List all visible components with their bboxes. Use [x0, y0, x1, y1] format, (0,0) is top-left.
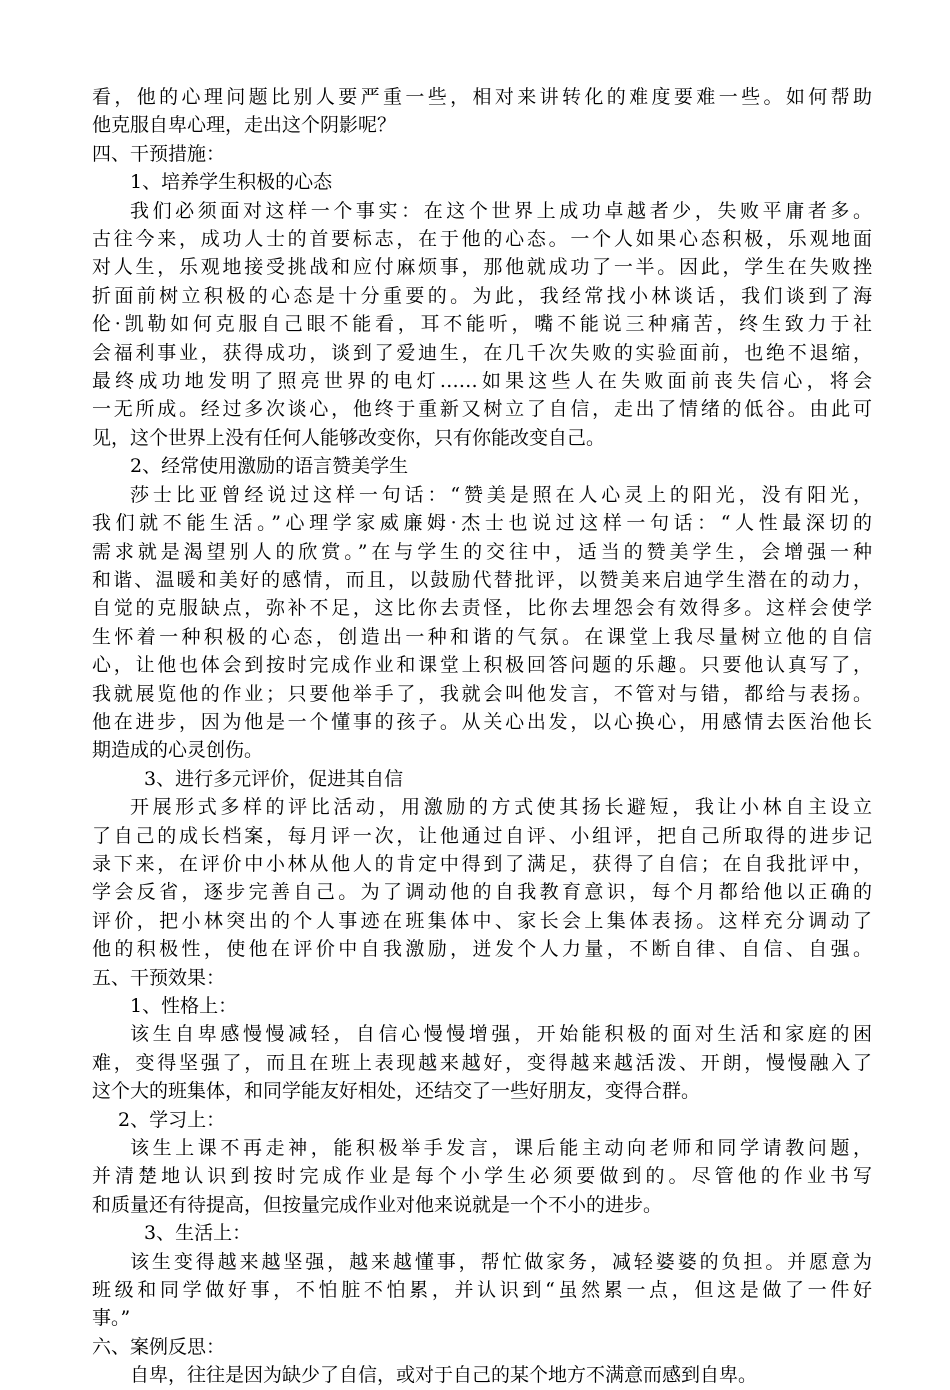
section-heading: 六、案例反思： — [92, 1335, 226, 1358]
subsection-title: 3、生活上： — [144, 1222, 252, 1245]
text-line: 见，这个世界上没有任何人能够改变你，只有你能改变自己。 — [92, 426, 606, 449]
text-line: 对人生，乐观地接受挑战和应付麻烦事，那他就成功了一半。因此，学生在失败挫 — [92, 256, 872, 279]
subsection-title: 2、经常使用激励的语言赞美学生 — [130, 455, 409, 478]
text-line: 事。” — [92, 1307, 131, 1330]
text-line: 他克服自卑心理，走出这个阴影呢？ — [92, 114, 397, 137]
text-line: 莎士比亚曾经说过这样一句话：“赞美是照在人心灵上的阳光，没有阳光， — [130, 483, 872, 506]
text-line: 他在进步，因为他是一个懂事的孩子。从关心出发，以心换心，用感情去医治他长 — [92, 710, 872, 733]
text-line: 心，让他也体会到按时完成作业和课堂上积极回答问题的乐趣。只要他认真写了， — [92, 654, 872, 677]
text-line: 录下来，在评价中小林从他人的肯定中得到了满足，获得了自信；在自我批评中， — [92, 852, 872, 875]
document-page — [92, 83, 872, 1390]
text-line: 了自己的成长档案，每月评一次，让他通过自评、小组评，把自己所取得的进步记 — [92, 824, 872, 847]
text-line: 折面前树立积极的心态是十分重要的。为此，我经常找小林谈话，我们谈到了海 — [92, 284, 872, 307]
section-heading: 四、干预措施： — [92, 142, 226, 165]
subsection-title: 3、进行多元评价，促进其自信 — [144, 767, 404, 790]
text-line: 最终成功地发明了照亮世界的电灯……如果这些人在失败面前丧失信心，将会 — [92, 370, 872, 393]
text-line: 一无所成。经过多次谈心，他终于重新又树立了自信，走出了情绪的低谷。由此可 — [92, 398, 872, 421]
text-line: 这个大的班集体，和同学能友好相处，还结交了一些好朋友，变得合群。 — [92, 1080, 701, 1103]
text-line: 难，变得坚强了，而且在班上表现越来越好，变得越来越活泼、开朗，慢慢融入了 — [92, 1051, 872, 1074]
text-line: 学会反省，逐步完善自己。为了调动他的自我教育意识，每个月都给他以正确的 — [92, 881, 872, 904]
text-line: 自卑，往往是因为缺少了自信，或对于自己的某个地方不满意而感到自卑。 — [130, 1364, 758, 1387]
text-line: 生怀着一种积极的心态，创造出一种和谐的气氛。在课堂上我尽量树立他的自信 — [92, 625, 872, 648]
text-line: 我们就不能生活。”心理学家威廉姆·杰士也说过这样一句话：“人性最深切的 — [92, 512, 872, 535]
text-line: 该生变得越来越坚强，越来越懂事，帮忙做家务，减轻婆婆的负担。并愿意为 — [130, 1250, 872, 1273]
text-line: 会福利事业，获得成功，谈到了爱迪生，在几千次失败的实验面前，也绝不退缩， — [92, 341, 872, 364]
subsection-title: 1、性格上： — [130, 995, 238, 1017]
text-line: 我就展览他的作业；只要他举手了，我就会叫他发言，不管对与错，都给与表扬。 — [92, 682, 872, 705]
text-line: 伦·凯勒如何克服自己眼不能看，耳不能听，嘴不能说三种痛苦，终生致力于社 — [92, 313, 872, 336]
text-line: 和质量还有待提高，但按量完成作业对他来说就是一个不小的进步。 — [92, 1193, 663, 1216]
text-line: 开展形式多样的评比活动，用激励的方式使其扬长避短，我让小林自主设立 — [130, 796, 872, 819]
text-line: 班级和同学做好事，不怕脏不怕累，并认识到“虽然累一点，但这是做了一件好 — [92, 1279, 872, 1302]
text-line: 该生自卑感慢慢减轻，自信心慢慢增强，开始能积极的面对生活和家庭的困 — [130, 1023, 872, 1046]
text-line: 期造成的心灵创伤。 — [92, 739, 264, 762]
section-heading: 五、干预效果： — [92, 966, 226, 989]
text-line: 并清楚地认识到按时完成作业是每个小学生必须要做到的。尽管他的作业书写 — [92, 1165, 872, 1188]
text-line: 看，他的心理问题比别人要严重一些，相对来讲转化的难度要难一些。如何帮助 — [92, 86, 872, 108]
text-line: 他的积极性，使他在评价中自我激励，迸发个人力量，不断自律、自信、自强。 — [92, 938, 872, 961]
text-line: 评价，把小林突出的个人事迹在班集体中、家长会上集体表扬。这样充分调动了 — [92, 909, 872, 932]
text-line: 该生上课不再走神，能积极举手发言，课后能主动向老师和同学请教问题， — [130, 1137, 872, 1160]
text-line: 需求就是渴望别人的欣赏。”在与学生的交往中，适当的赞美学生，会增强一种 — [92, 540, 872, 563]
text-line: 古往今来，成功人士的首要标志，在于他的心态。一个人如果心态积极，乐观地面 — [92, 228, 872, 251]
text-line: 我们必须面对这样一个事实：在这个世界上成功卓越者少，失败平庸者多。 — [130, 199, 872, 222]
subsection-title: 2、学习上： — [118, 1108, 226, 1131]
subsection-title: 1、培养学生积极的心态 — [130, 171, 333, 194]
text-line: 自觉的克服缺点，弥补不足，这比你去责怪，比你去埋怨会有效得多。这样会使学 — [92, 597, 872, 620]
text-line: 和谐、温暖和美好的感情，而且，以鼓励代替批评，以赞美来启迪学生潜在的动力， — [92, 568, 872, 591]
